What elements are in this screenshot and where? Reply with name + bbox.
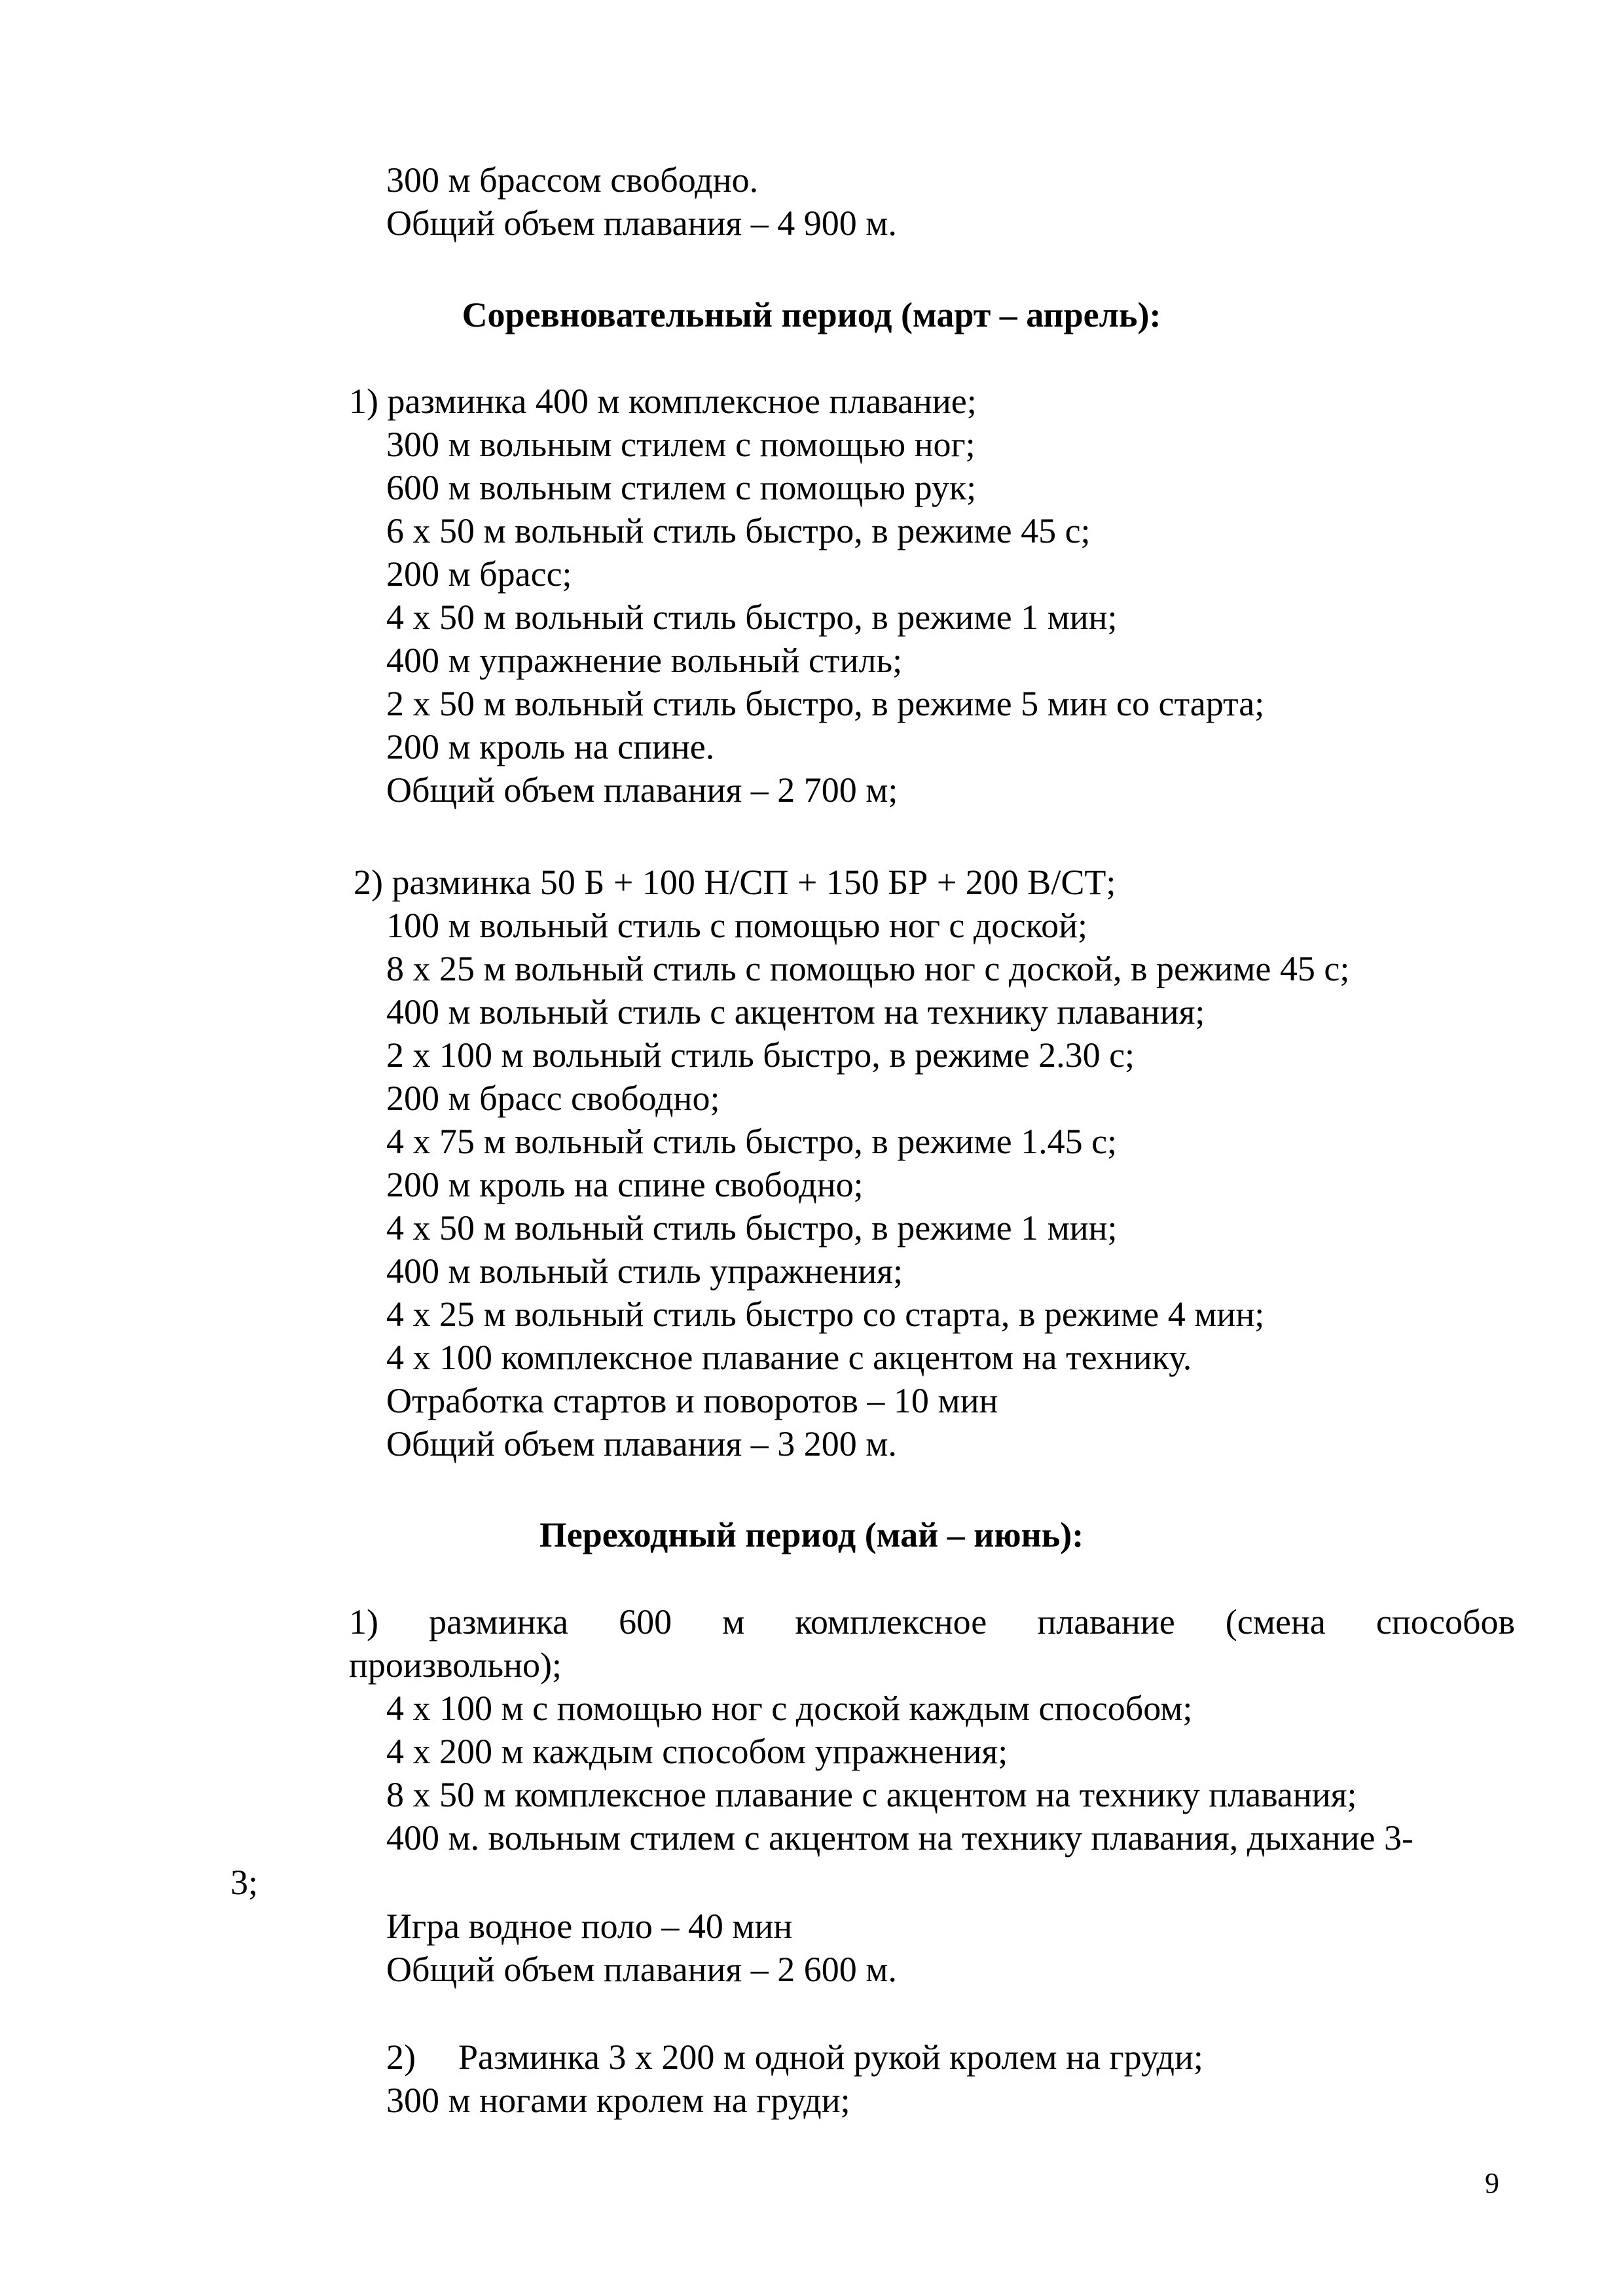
list-item-numbered: 1) разминка 600 м комплексное плавание (смена способов [349, 1602, 1515, 1641]
text-line: 4 х 75 м вольный стиль быстро, в режиме 1.45 с; [386, 1122, 1118, 1161]
text-line: 2 х 100 м вольный стиль быстро, в режиме 2.30 с; [386, 1035, 1135, 1075]
text-line: 4 х 200 м каждым способом упражнения; [386, 1732, 1008, 1771]
list-item-numbered: 2) разминка 50 Б + 100 Н/СП + 150 БР + 200 В/СТ; [354, 863, 1116, 902]
text-line: 400 м упражнение вольный стиль; [386, 641, 903, 680]
page-number: 9 [1485, 2167, 1499, 2199]
text-line: 200 м брасс; [386, 554, 572, 594]
text-line: 600 м вольным стилем с помощью рук; [386, 468, 977, 507]
text-line: 300 м брассом свободно. [386, 160, 759, 200]
text-line: 4 х 100 комплексное плавание с акцентом на технику. [386, 1338, 1192, 1377]
text-line: Общий объем плавания – 4 900 м. [386, 204, 897, 243]
text-line: Общий объем плавания – 2 700 м; [386, 770, 898, 810]
text-line: 200 м кроль на спине свободно; [386, 1165, 864, 1204]
text-line: 400 м вольный стиль упражнения; [386, 1251, 903, 1291]
list-item-number: 2) [386, 2037, 416, 2077]
text-line: 6 х 50 м вольный стиль быстро, в режиме 45 с; [386, 511, 1091, 550]
text-line: 4 х 50 м вольный стиль быстро, в режиме 1 мин; [386, 598, 1118, 637]
text-line: 400 м. вольным стилем с акцентом на технику плавания, дыхание 3- [386, 1818, 1413, 1857]
text-line: 8 х 50 м комплексное плавание с акцентом на технику плавания; [386, 1775, 1357, 1814]
text-line: 8 х 25 м вольный стиль с помощью ног с доской, в режиме 45 с; [386, 949, 1350, 988]
text-line: 4 х 25 м вольный стиль быстро со старта, в режиме 4 мин; [386, 1295, 1265, 1334]
text-line: 4 х 100 м с помощью ног с доской каждым способом; [386, 1689, 1193, 1728]
text-line: Отработка стартов и поворотов – 10 мин [386, 1381, 998, 1420]
text-line: 2 х 50 м вольный стиль быстро, в режиме 5 мин со старта; [386, 684, 1265, 723]
text-line: Общий объем плавания – 3 200 м. [386, 1424, 897, 1463]
section-heading-competition: Соревновательный период (март – апрель): [462, 295, 1161, 334]
list-item-numbered: Разминка 3 х 200 м одной рукой кролем на груди; [458, 2037, 1203, 2077]
list-item-numbered: 1) разминка 400 м комплексное плавание; [349, 382, 977, 421]
text-line: Игра водное поло – 40 мин [386, 1907, 793, 1946]
text-line: 400 м вольный стиль с акцентом на технику плавания; [386, 992, 1205, 1031]
text-line: 200 м брасс свободно; [386, 1079, 720, 1118]
text-line: 100 м вольный стиль с помощью ног с доской; [386, 906, 1088, 945]
text-line: 3; [230, 1863, 259, 1902]
text-line: Общий объем плавания – 2 600 м. [386, 1950, 897, 1989]
section-heading-transition: Переходный период (май – июнь): [539, 1515, 1084, 1554]
text-line: 300 м ногами кролем на груди; [386, 2081, 850, 2120]
text-line: 4 х 50 м вольный стиль быстро, в режиме 1 мин; [386, 1208, 1118, 1247]
text-line: 200 м кроль на спине. [386, 727, 715, 766]
text-line: произвольно); [349, 1645, 562, 1685]
text-line: 300 м вольным стилем с помощью ног; [386, 425, 976, 464]
